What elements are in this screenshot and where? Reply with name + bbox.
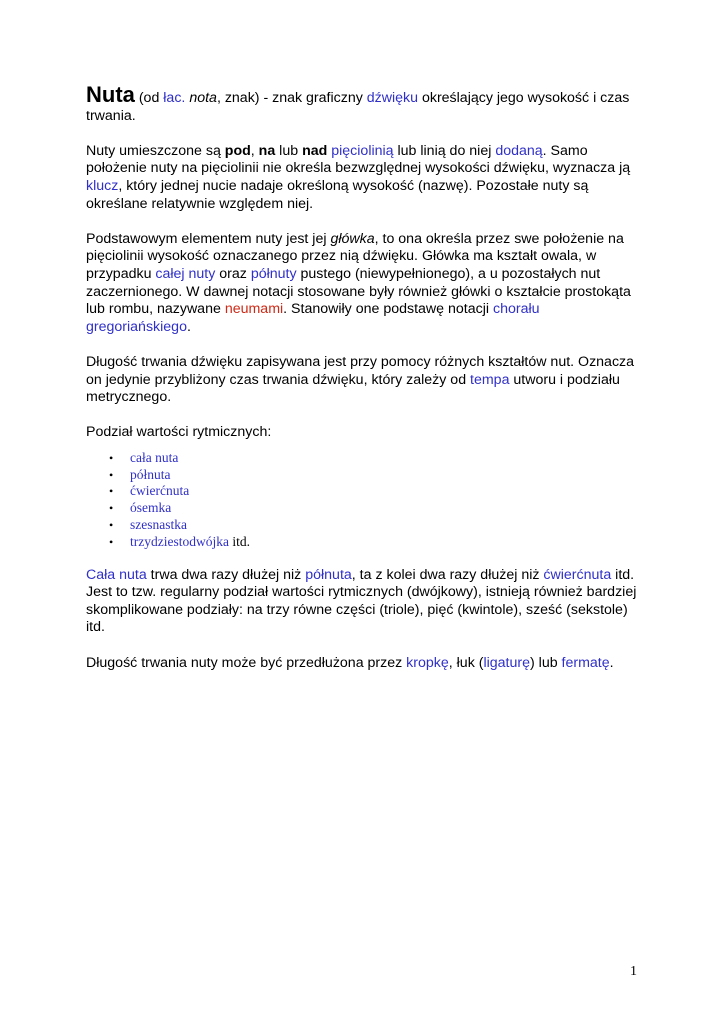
- text: Nuty umieszczone są: [86, 142, 225, 159]
- text: lub: [275, 142, 303, 159]
- relations-paragraph: [86, 567, 646, 637]
- link-neumami[interactable]: neumami: [224, 301, 284, 318]
- bullet-icon: •: [109, 501, 114, 516]
- text: Podział wartości rytmicznych:: [86, 424, 272, 441]
- link-choralu-gregorianskiego[interactable]: chorału gregoriańskiego: [86, 301, 540, 335]
- link-cala-nuta[interactable]: cała nuta: [130, 449, 179, 465]
- intro-paragraph: [86, 82, 646, 125]
- link-tempa[interactable]: tempa: [470, 371, 510, 388]
- notehead-paragraph: [86, 231, 646, 337]
- list-item: [109, 467, 646, 484]
- bold-pod: pod: [224, 142, 251, 159]
- link-pieciolinia[interactable]: pięciolinią: [331, 142, 394, 159]
- list-item: [109, 517, 646, 534]
- link-osemka[interactable]: ósemka: [130, 500, 172, 516]
- latin-term: nota: [189, 90, 217, 106]
- link-polnuty[interactable]: półnuty: [250, 265, 297, 282]
- list-suffix: itd.: [228, 533, 250, 549]
- text: , łuk (: [448, 654, 484, 671]
- text: itd.: [611, 566, 635, 583]
- list-item: [109, 534, 646, 551]
- link-polnuta[interactable]: półnuta: [130, 466, 171, 482]
- list-item: [109, 483, 646, 500]
- placement-paragraph: [86, 143, 646, 213]
- bullet-icon: •: [109, 467, 114, 482]
- link-cwiercnuta[interactable]: ćwierćnuta: [130, 483, 190, 499]
- link-fermate[interactable]: fermatę: [561, 654, 610, 671]
- text: oraz: [215, 265, 251, 282]
- link-trzydziestodwojka[interactable]: trzydziestodwójka: [130, 533, 229, 549]
- text: , który jednej nucie nadaje określoną wysokość (nazwę). Pozostałe nuty są określane relatywnie względem niej.: [86, 177, 589, 212]
- text: lub linią do niej: [393, 142, 496, 159]
- text: (od: [134, 90, 164, 106]
- text: .: [609, 654, 614, 671]
- text: trwa dwa razy dłużej niż: [146, 566, 306, 583]
- text: ,: [250, 142, 259, 159]
- duration-paragraph: [86, 354, 646, 407]
- text: , znak) - znak graficzny: [216, 90, 367, 106]
- italic-glowka: główka: [330, 230, 375, 247]
- link-kropke[interactable]: kropkę: [406, 654, 449, 671]
- text: Długość trwania nuty może być przedłużona przez: [86, 654, 407, 671]
- document-body: [86, 82, 646, 690]
- article-title: Nuta: [86, 82, 135, 107]
- list-item: [109, 450, 646, 467]
- text: .: [186, 318, 191, 335]
- link-dzwieku[interactable]: dźwięku: [366, 90, 419, 106]
- text: ) lub: [530, 654, 562, 671]
- bullet-icon: •: [109, 450, 114, 465]
- text: Jest to tzw. regularny podział wartości rytmicznych (dwójkowy), istnieją również bardziej skomplikowane podziały: na trzy równe części (triole), pięć (kwintole), sześć (sekstole) itd.: [86, 584, 637, 636]
- text: pustego (niewypełnionego), a u pozostałych nut zaczernionego. W dawnej notacji stosowane były również główki o kształcie prostokąta lub rombu, nazywane: [86, 265, 631, 318]
- bullet-icon: •: [109, 518, 114, 533]
- link-ligature[interactable]: ligaturę: [483, 654, 530, 671]
- link-cala-nuta[interactable]: Cała nuta: [86, 566, 147, 583]
- text: . Samo położenie nuty na pięciolinii nie określa bezwzględnej wysokości dźwięku, wyznacza ją: [86, 142, 631, 177]
- text: , ta z kolei dwa razy dłużej niż: [351, 566, 544, 583]
- link-szesnastka[interactable]: szesnastka: [130, 517, 187, 533]
- link-dodana[interactable]: dodaną: [495, 142, 543, 159]
- link-calej-nuty[interactable]: całej nuty: [155, 265, 216, 282]
- note-values-list: [86, 450, 646, 551]
- values-heading: [86, 424, 646, 442]
- text: Podstawowym elementem nuty jest jej: [86, 230, 331, 247]
- text: określający jego wysokość i czas trwania.: [86, 90, 630, 124]
- page-number: 1: [630, 964, 637, 979]
- bold-nad: nad: [302, 142, 328, 159]
- extension-paragraph: [86, 655, 646, 673]
- link-klucz[interactable]: klucz: [86, 177, 119, 194]
- link-polnuta[interactable]: półnuta: [305, 566, 352, 583]
- list-item: [109, 500, 646, 517]
- link-cwiercnuta[interactable]: ćwierćnuta: [543, 566, 612, 583]
- text: Długość trwania dźwięku zapisywana jest przy pomocy różnych kształtów nut. Oznacza on jedynie przybliżony czas trwania dźwięku, który zależy od: [86, 353, 635, 388]
- text: , to ona określa przez swe położenie na pięciolinii wysokość oznaczanego przez nią dźwięku. Główka ma kształt owala, w przypadku: [86, 230, 624, 282]
- bullet-icon: •: [109, 484, 114, 499]
- text: . Stanowiły one podstawę notacji: [283, 301, 493, 318]
- bullet-icon: •: [109, 534, 114, 549]
- bold-na: na: [258, 142, 276, 159]
- text: utworu i podziału metrycznego.: [86, 371, 620, 406]
- link-lac[interactable]: łac.: [163, 90, 186, 106]
